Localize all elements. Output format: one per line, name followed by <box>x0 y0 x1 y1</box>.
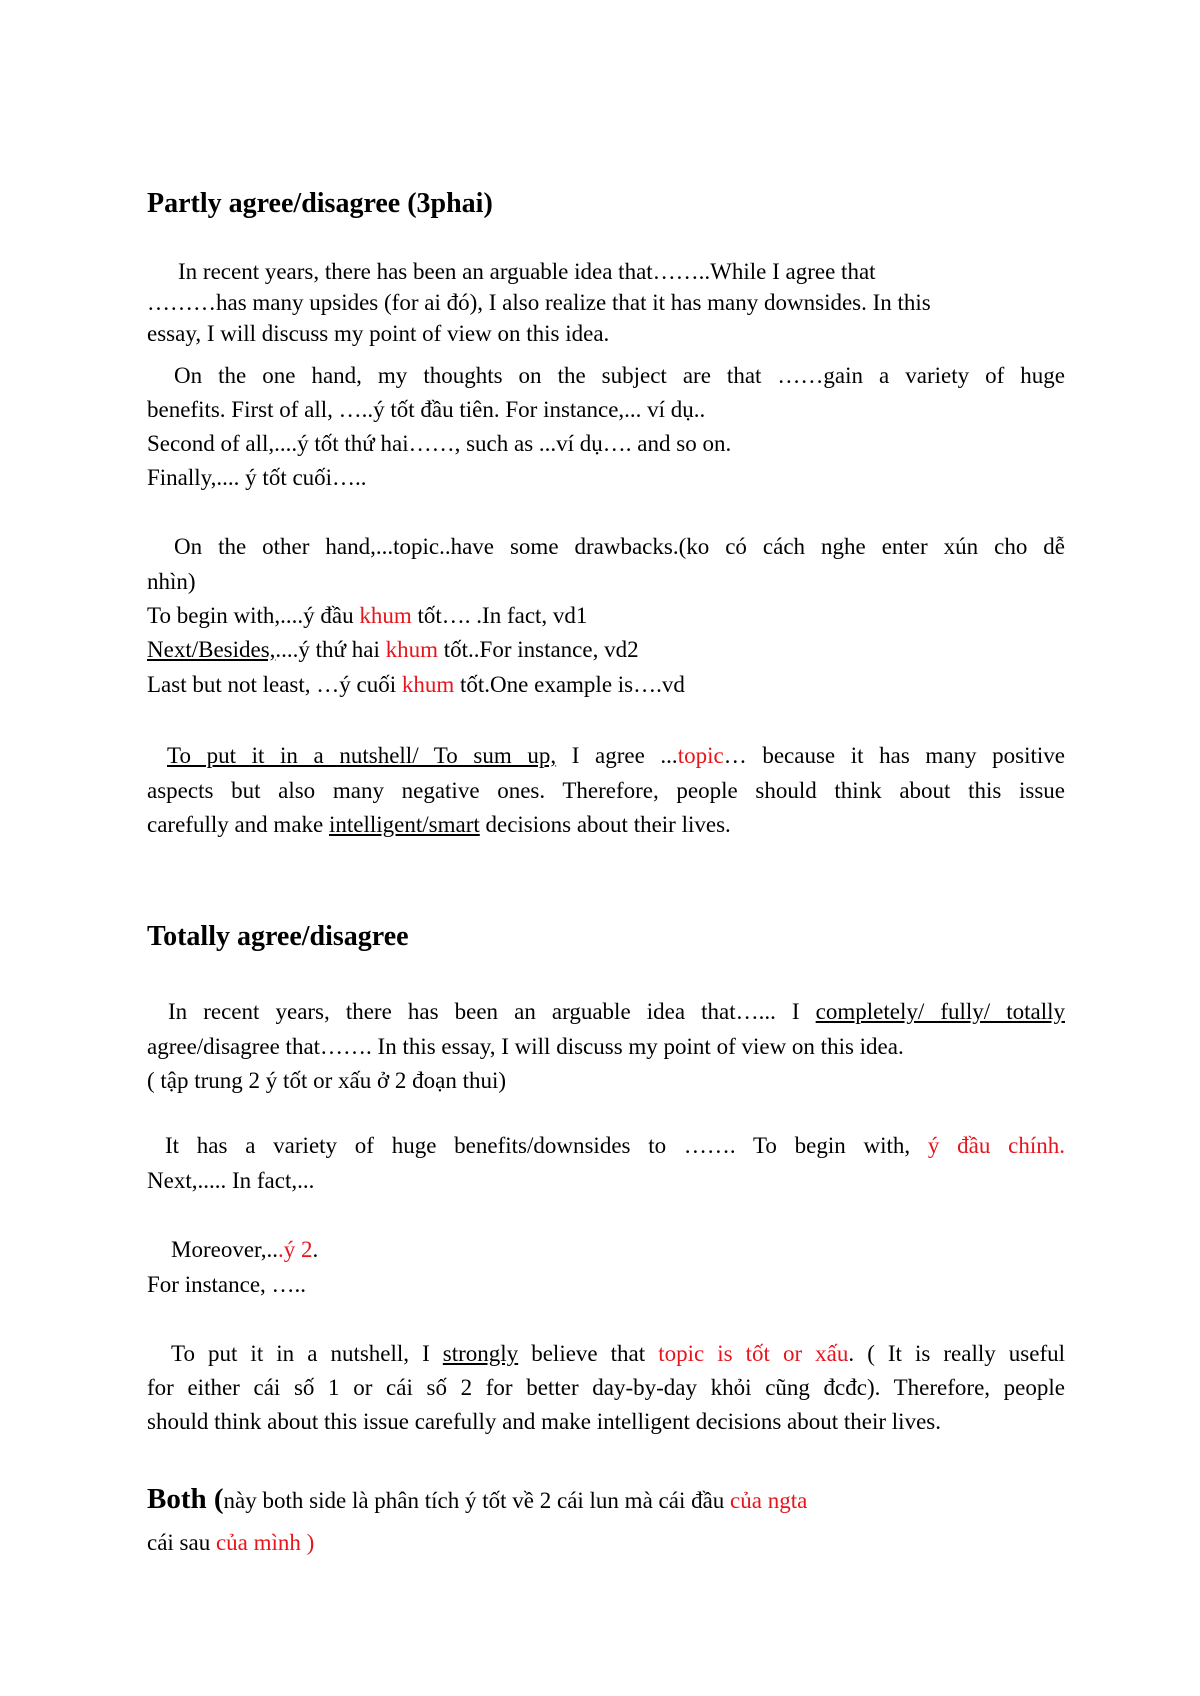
text-run: To begin with,....ý đầu <box>147 603 360 628</box>
totally-intro-line-2: agree/disagree that……. In this essay, I will discuss my point of view on this idea. <box>147 1034 904 1059</box>
totally-body2-line-2: For instance, ….. <box>147 1272 307 1297</box>
partly-body1-line-4: Finally,.... ý tốt cuối….. <box>147 465 367 490</box>
both-heading-line <box>147 1482 1065 1516</box>
text-run: It has a variety of huge benefits/downsides to ……. To begin with, <box>165 1133 928 1158</box>
text-run: tốt..For instance, vd2 <box>438 637 639 662</box>
partly-body2-line-2: nhìn) <box>147 569 196 594</box>
text-run: carefully and make <box>147 812 329 837</box>
totally-body1-line-2: Next,..... In fact,... <box>147 1168 315 1193</box>
underlined-text: intelligent/smart <box>329 812 480 837</box>
text-run: . <box>312 1237 319 1262</box>
highlight-red: của mình ) <box>215 1530 315 1555</box>
heading-partly: Partly agree/disagree (3phai) <box>147 188 493 219</box>
partly-body1-line-3: Second of all,....ý tốt thứ hai……, such as ...ví dụ…. and so on. <box>147 431 732 456</box>
partly-body2-line-5 <box>147 670 1065 700</box>
highlight-red: ý đầu chính. <box>927 1133 1065 1158</box>
text-run: … because it has many positive <box>723 743 1065 768</box>
text-run: In recent years, there has been an arguable idea that…... I <box>168 999 816 1024</box>
underlined-text: Next/Besides, <box>147 637 276 662</box>
underlined-text: To put it in a nutshell/ To sum up, <box>167 743 557 768</box>
text-run: tốt…. .In fact, vd1 <box>411 603 588 628</box>
partly-intro-line-3: essay, I will discuss my point of view on this idea. <box>147 321 610 346</box>
highlight-red: .ý 2 <box>278 1237 313 1262</box>
totally-body1-line-1 <box>147 1131 1065 1161</box>
partly-conclusion-line-2: aspects but also many negative ones. Therefore, people should think about this issue <box>147 778 1065 803</box>
highlight-red: khum <box>401 672 455 697</box>
text-run: decisions about their lives. <box>479 812 731 837</box>
totally-intro-line-3: ( tập trung 2 ý tốt or xấu ở 2 đoạn thui) <box>147 1068 507 1093</box>
highlight-red: của ngta <box>730 1488 808 1513</box>
partly-body2-line-4 <box>147 635 1065 665</box>
partly-intro-line-2: ………has many upsides (for ai đó), I also realize that it has many downsides. In this <box>147 290 931 315</box>
totally-conclusion-line-2: for either cái số 1 or cái số 2 for better day-by-day khỏi cũng đcđc). Therefore, people <box>147 1375 1065 1400</box>
both-line-2 <box>147 1528 1065 1558</box>
text-run: này both side là phân tích ý tốt về 2 cái lun mà cái đầu <box>223 1488 731 1513</box>
text-run: To put it in a nutshell, I <box>171 1341 443 1366</box>
partly-body2-line-3 <box>147 601 1065 631</box>
partly-body2-line-1: On the other hand,...topic..have some drawbacks.(ko có cách nghe enter xún cho dễ <box>174 534 1065 559</box>
heading-totally: Totally agree/disagree <box>147 921 409 952</box>
totally-body2-line-1 <box>147 1235 1065 1265</box>
text-run: . ( It is really useful <box>848 1341 1065 1366</box>
highlight-red: topic is tốt or xấu <box>658 1341 849 1366</box>
highlight-red: khum <box>359 603 412 628</box>
partly-body1-line-2: benefits. First of all, …..ý tốt đầu tiên. For instance,... ví dụ.. <box>147 397 706 422</box>
underlined-text: completely/ fully/ totally <box>815 999 1065 1024</box>
partly-conclusion-line-1 <box>147 741 1065 771</box>
totally-conclusion-line-3: should think about this issue carefully and make intelligent decisions about their lives. <box>147 1409 941 1434</box>
text-run: Last but not least, …ý cuối <box>147 672 402 697</box>
highlight-red: topic <box>677 743 724 768</box>
text-run: cái sau <box>147 1530 216 1555</box>
text-run: tốt.One example is….vd <box>454 672 685 697</box>
totally-conclusion-line-1 <box>147 1339 1065 1369</box>
text-run: believe that <box>518 1341 659 1366</box>
highlight-red: khum <box>385 637 439 662</box>
partly-intro-line-1: In recent years, there has been an arguable idea that……..While I agree that <box>178 259 876 284</box>
text-run: ....ý thứ hai <box>275 637 386 662</box>
text-run: I agree ... <box>556 743 678 768</box>
heading-both: Both ( <box>147 1483 224 1515</box>
underlined-text: strongly <box>442 1341 519 1366</box>
totally-intro-line-1 <box>147 997 1065 1027</box>
partly-conclusion-line-3 <box>147 810 1065 840</box>
partly-body1-line-1: On the one hand, my thoughts on the subject are that ……gain a variety of huge <box>174 363 1065 388</box>
text-run: Moreover,.. <box>171 1237 279 1262</box>
